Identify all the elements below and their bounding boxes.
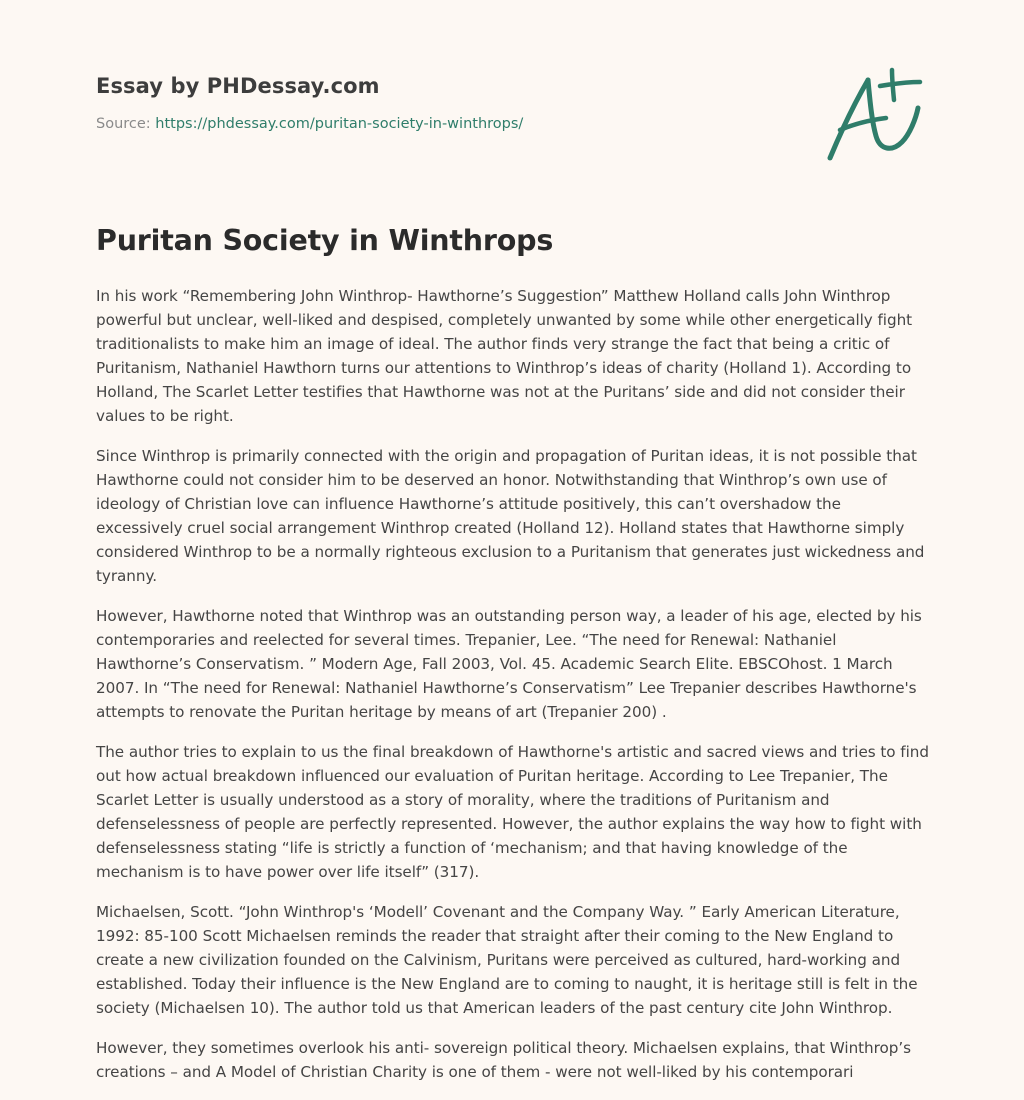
article-body — [96, 284, 930, 1100]
source-link[interactable]: https://phdessay.com/puritan-society-in-winthrops/ — [155, 116, 524, 132]
paragraph: The author tries to explain to us the final breakdown of Hawthorne's artistic and sacred views and tries to find out how actual breakdown influenced our evaluation of Puritan heritage. According to Lee Trepanier, The Scarlet Letter is usually understood as a story of morality, where the traditions of Puritanism and defenselessness of people are perfectly represented. However, the author explains the way how to fight with defenselessness stating “life is strictly a function of ‘mechanism; and that having knowledge of the mechanism is to have power over life itself” (317). — [96, 743, 929, 881]
paragraph: In his work “Remembering John Winthrop- Hawthorne’s Suggestion” Matthew Holland calls John Winthrop powerful but unclear, well-liked and despised, completely unwanted by some while other energetically fight traditionalists to make him an image of ideal. The author finds very strange the fact that being a critic of Puritanism, Nathaniel Hawthorn turns our attentions to Winthrop’s ideas of charity (Holland 1). According to Holland, The Scarlet Letter testifies that Hawthorne was not at the Puritans’ side and did not consider their values to be right. — [96, 287, 913, 425]
a-plus-logo-icon — [820, 66, 932, 166]
source-line — [96, 116, 696, 132]
paragraph: However, Hawthorne noted that Winthrop was an outstanding person way, a leader of his age, elected by his contemporaries and reelected for several times. Trepanier, Lee. “The need for Renewal: Nathaniel Hawthorne’s Conservatism. ” Modern Age, Fall 2003, Vol. 45. Academic Search Elite. EBSCOhost. 1 March 2007. In “The need for Renewal: Nathaniel Hawthorne’s Conservatism” Lee Trepanier describes Hawthorne's attempts to renovate the Puritan heritage by means of art (Trepanier 200) . — [96, 607, 922, 721]
paragraph: Since Winthrop is primarily connected with the origin and propagation of Puritan ideas, it is not possible that Hawthorne could not consider him to be deserved an honor. Notwithstanding that Winthrop’s own use of ideology of Christian love can influence Hawthorne’s attitude positively, this can’t overshadow the excessively cruel social arrangement Winthrop created (Holland 12). Holland states that Hawthorne simply considered Winthrop to be a normally righteous exclusion to a Puritanism that generates just wickedness and tyranny. — [96, 447, 925, 585]
paragraph: Michaelsen, Scott. “John Winthrop's ‘Modell’ Covenant and the Company Way. ” Early American Literature, 1992: 85-100 Scott Michaelsen reminds the reader that straight after their coming to the New England to create a new civilization founded on the Calvinism, Puritans were perceived as cultured, hard-working and established. Today their influence is the New England are to coming to naught, it is heritage still is felt in the society (Michaelsen 10). The author told us that American leaders of the past century cite John Winthrop. — [96, 903, 918, 1017]
page-header — [96, 74, 696, 132]
paragraph: However, they sometimes overlook his anti- sovereign political theory. Michaelsen explains, that Winthrop’s creations – and A Model of Christian Charity is one of them - were not well-liked by his contemporari — [96, 1039, 911, 1081]
site-brand: Essay by PHDessay.com — [96, 74, 380, 98]
page-title: Puritan Society in Winthrops — [96, 224, 554, 257]
source-label: Source: — [96, 116, 151, 132]
